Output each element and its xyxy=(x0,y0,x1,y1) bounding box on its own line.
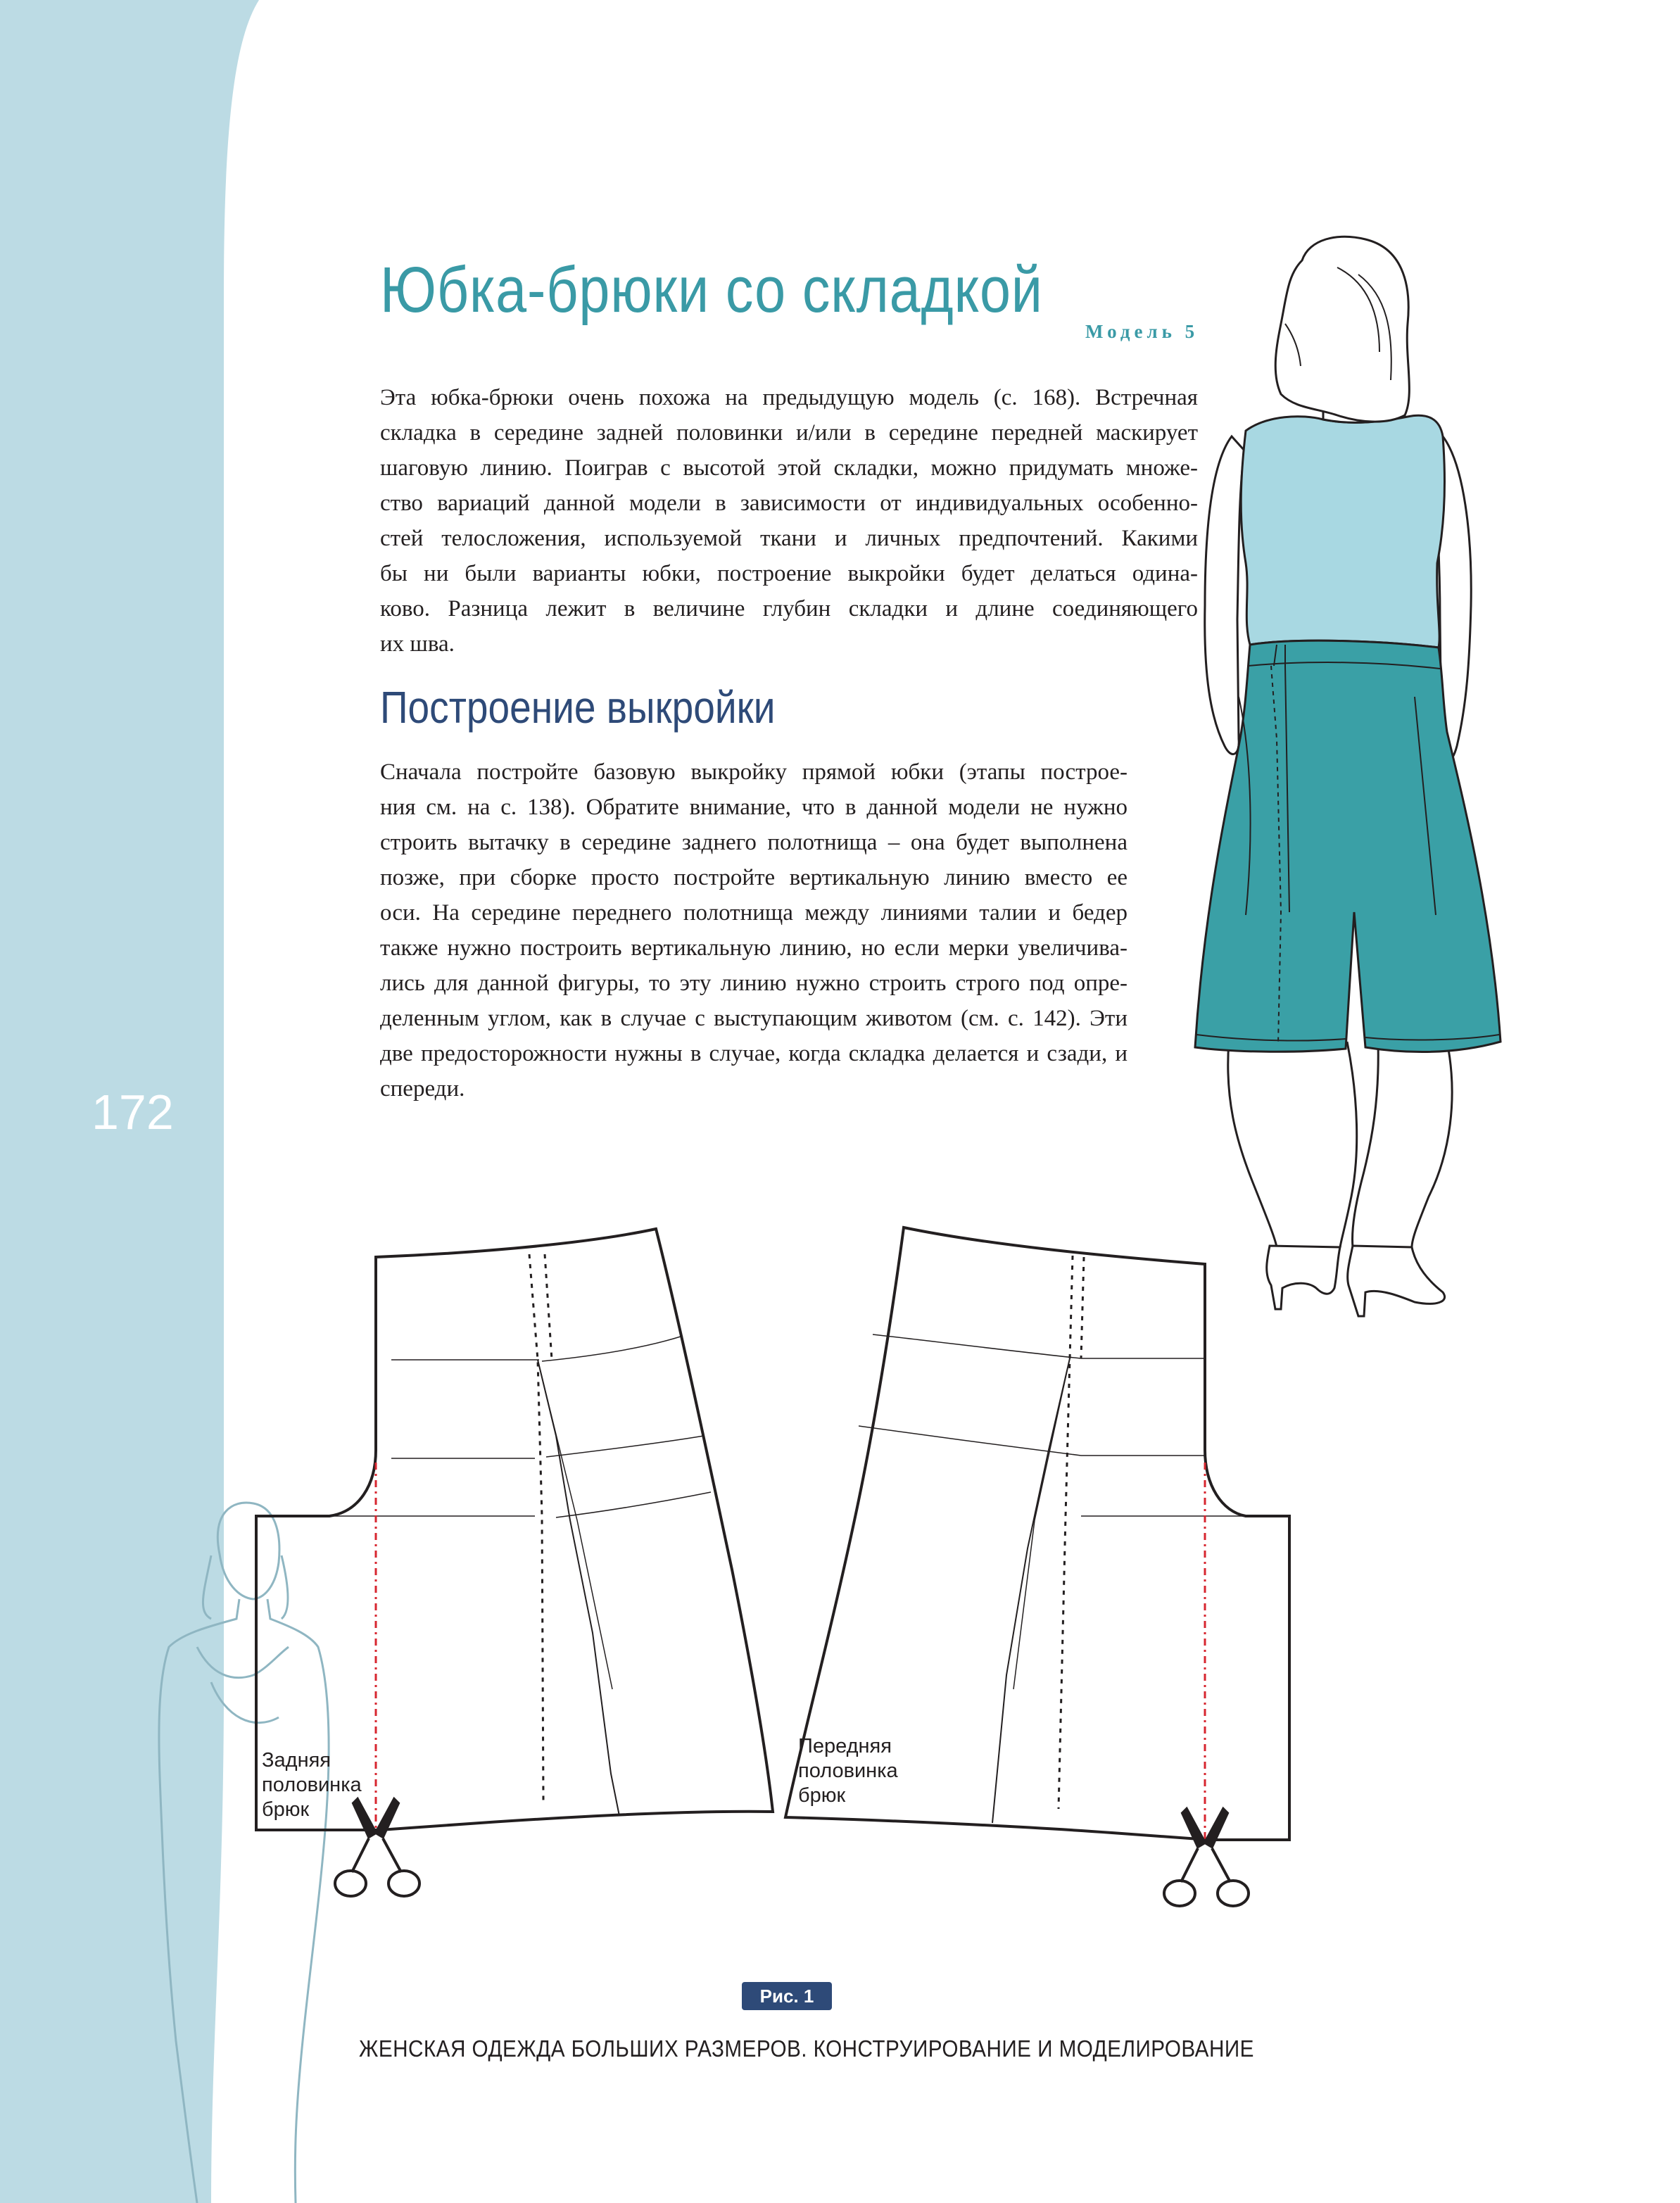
page-number: 172 xyxy=(91,1085,174,1140)
back-label-line: половинка xyxy=(262,1774,362,1796)
front-label-line: брюк xyxy=(798,1784,846,1807)
woman-illustration xyxy=(1195,236,1501,1316)
running-footer: ЖЕНСКАЯ ОДЕЖДА БОЛЬШИХ РАЗМЕРОВ. КОНСТРУИРОВАНИЕ И МОДЕЛИРОВАНИЕ xyxy=(359,2035,1254,2062)
body-paragraph xyxy=(380,755,1128,1106)
body-line: строить вытачку в середине заднего полотнища – она будет выполнена xyxy=(380,830,1128,855)
front-label-line: половинка xyxy=(798,1760,898,1782)
intro-paragraph xyxy=(380,380,1198,662)
back-piece-label xyxy=(262,1748,362,1822)
page-title: Юбка-брюки со складкой xyxy=(380,254,1043,326)
pattern-drawing xyxy=(256,1227,1289,1840)
model-label: Модель 5 xyxy=(1085,321,1199,342)
body-line: лись для данной фигуры, то эту линию нужно строить строго под опре- xyxy=(380,971,1128,996)
body-line: позже, при сборке просто постройте вертикальную линию вместо ее xyxy=(380,865,1128,890)
body-line: Сначала постройте базовую выкройку прямой юбки (этапы построе- xyxy=(380,759,1128,785)
intro-line: их шва. xyxy=(380,631,455,657)
body-line: деленным углом, как в случае с выступающим животом (см. с. 142). Эти xyxy=(380,1006,1128,1031)
intro-line: бы ни были варианты юбки, построение выкройки будет делаться одина- xyxy=(380,561,1198,586)
intro-line: складка в середине задней половинки и/или в середине передней маскирует xyxy=(380,420,1198,446)
intro-line: стей телосложения, используемой ткани и личных предпочтений. Какими xyxy=(380,526,1198,551)
body-line: оси. На середине переднего полотнища между линиями талии и бедер xyxy=(380,900,1128,926)
intro-line: ство вариаций данной модели в зависимости от индивидуальных особенно- xyxy=(380,491,1198,516)
intro-line: шаговую линию. Поиграв с высотой этой складки, можно придумать множе- xyxy=(380,455,1198,481)
intro-line: Эта юбка-брюки очень похожа на предыдущую модель (с. 168). Встречная xyxy=(380,385,1198,410)
body-line: ния см. на с. 138). Обратите внимание, что в данной модели не нужно xyxy=(380,795,1128,820)
section-heading: Построение выкройки xyxy=(380,682,776,733)
scissors-icon-front xyxy=(1164,1809,1249,1906)
figure-badge: Рис. 1 xyxy=(742,1982,832,2010)
front-label-line: Передняя xyxy=(798,1735,892,1757)
body-line: две предосторожности нужны в случае, когда складка делается и сзади, и xyxy=(380,1041,1128,1066)
body-line: спереди. xyxy=(380,1076,465,1102)
back-label-line: брюк xyxy=(262,1798,310,1821)
front-piece-label xyxy=(798,1734,898,1808)
back-label-line: Задняя xyxy=(262,1749,331,1772)
body-line: также нужно построить вертикальную линию, но если мерки увеличива- xyxy=(380,935,1128,961)
intro-line: ково. Разница лежит в величине глубин складки и длине соединяющего xyxy=(380,596,1198,621)
